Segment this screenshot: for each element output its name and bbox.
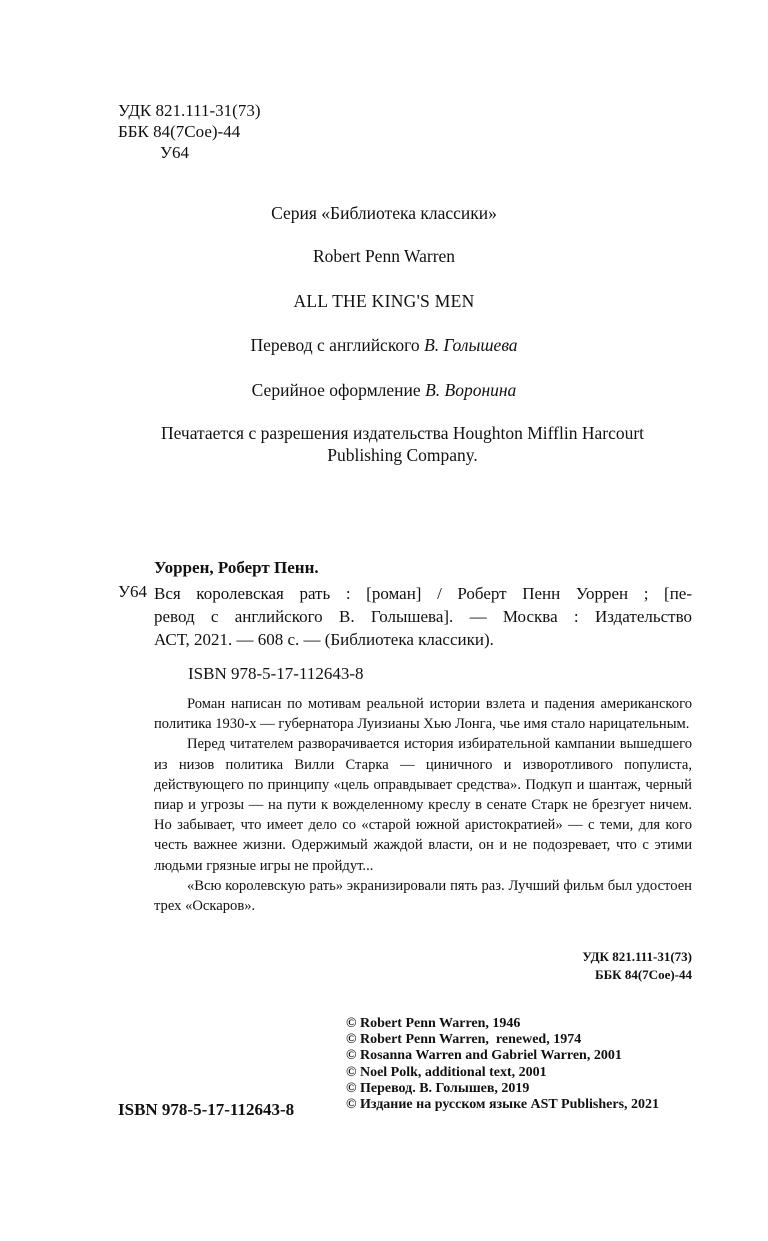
copyright-line: © Robert Penn Warren, renewed, 1974: [346, 1032, 582, 1048]
permission-notice: [110, 422, 695, 466]
permission-line-2: Publishing Company.: [327, 445, 478, 465]
bibliographic-author: Уоррен, Роберт Пенн.: [154, 558, 319, 577]
annotation-paragraph: Роман написан по мотивам реальной истории взлета и падения американского политика 1930-х — губернатора Луизианы Хью Лонга, чье имя стало нарицательным.: [154, 696, 692, 733]
permission-line-1: Печатается с разрешения издательства Houghton Mifflin Harcourt: [160, 423, 645, 443]
series-line: Серия «Библиотека классики»: [271, 203, 497, 223]
translator-name: В. Голышева: [424, 335, 518, 355]
copyright-line: © Перевод. В. Голышев, 2019: [346, 1080, 530, 1096]
designer-name: В. Воронина: [425, 380, 517, 400]
copyright-line: © Noel Polk, additional text, 2001: [346, 1064, 547, 1080]
udk-code-bottom: УДК 821.111-31(73): [582, 949, 692, 964]
annotation: [154, 694, 692, 916]
isbn-bottom: ISBN 978-5-17-112643-8: [118, 1100, 295, 1119]
copyright-line: © Издание на русском языке AST Publishers, 2021: [346, 1097, 660, 1113]
copyright-line: © Rosanna Warren and Gabriel Warren, 2001: [346, 1048, 622, 1064]
description-line-3: АСТ, 2021. — 608 с. — (Библиотека классики).: [154, 630, 494, 649]
bibliographic-isbn: ISBN 978-5-17-112643-8: [188, 664, 364, 683]
design-prefix: Серийное оформление: [251, 380, 426, 400]
title-original: ALL THE KING'S MEN: [293, 291, 475, 311]
copyright-block: [346, 1016, 706, 1113]
classification-bottom: [400, 948, 692, 984]
annotation-paragraph: «Всю королевскую рать» экранизировали пять раз. Лучший фильм был удостоен трех «Оскаров».: [154, 877, 692, 915]
description-line-1: Вся королевская рать : [роман] / Роберт Пенн Уоррен ; [пе-: [154, 584, 692, 603]
bibliographic-description: [154, 582, 692, 651]
annotation-paragraph: Перед читателем разворачивается история избирательной кампании вышедшего из низов политика Вилли Старка — циничного и изворотливого популиста, действующего по принципу «цель оправдывает средства». Подкуп и шантаж, черный пиар и угрозы — на пути к вожделенному креслу в сенате Старк не брезгует ничем. Но забывает, что имеет дело со «старой южной аристократией» — с теми, для кого честь важнее жизни. Одержимый жаждой власти, он и не подозревает, что с этими людьми грязные игры не пройдут...: [154, 736, 692, 874]
author-original: Robert Penn Warren: [312, 246, 456, 266]
bbk-code-bottom: ББК 84(7Сое)-44: [594, 967, 692, 982]
translator-line: [0, 335, 768, 356]
udk-code: УДК 821.111-31(73): [118, 101, 261, 120]
classification-top: [118, 100, 260, 163]
bibliographic-author-mark: У64: [118, 582, 148, 601]
translator-prefix: Перевод с английского: [250, 335, 425, 355]
copyright-line: © Robert Penn Warren, 1946: [346, 1016, 521, 1031]
design-line: [0, 380, 768, 401]
bbk-code: ББК 84(7Сое)-44: [118, 122, 241, 141]
description-line-2: ревод с английского В. Голышева]. — Москва : Издательство: [154, 607, 692, 626]
author-mark: У64: [160, 143, 190, 162]
